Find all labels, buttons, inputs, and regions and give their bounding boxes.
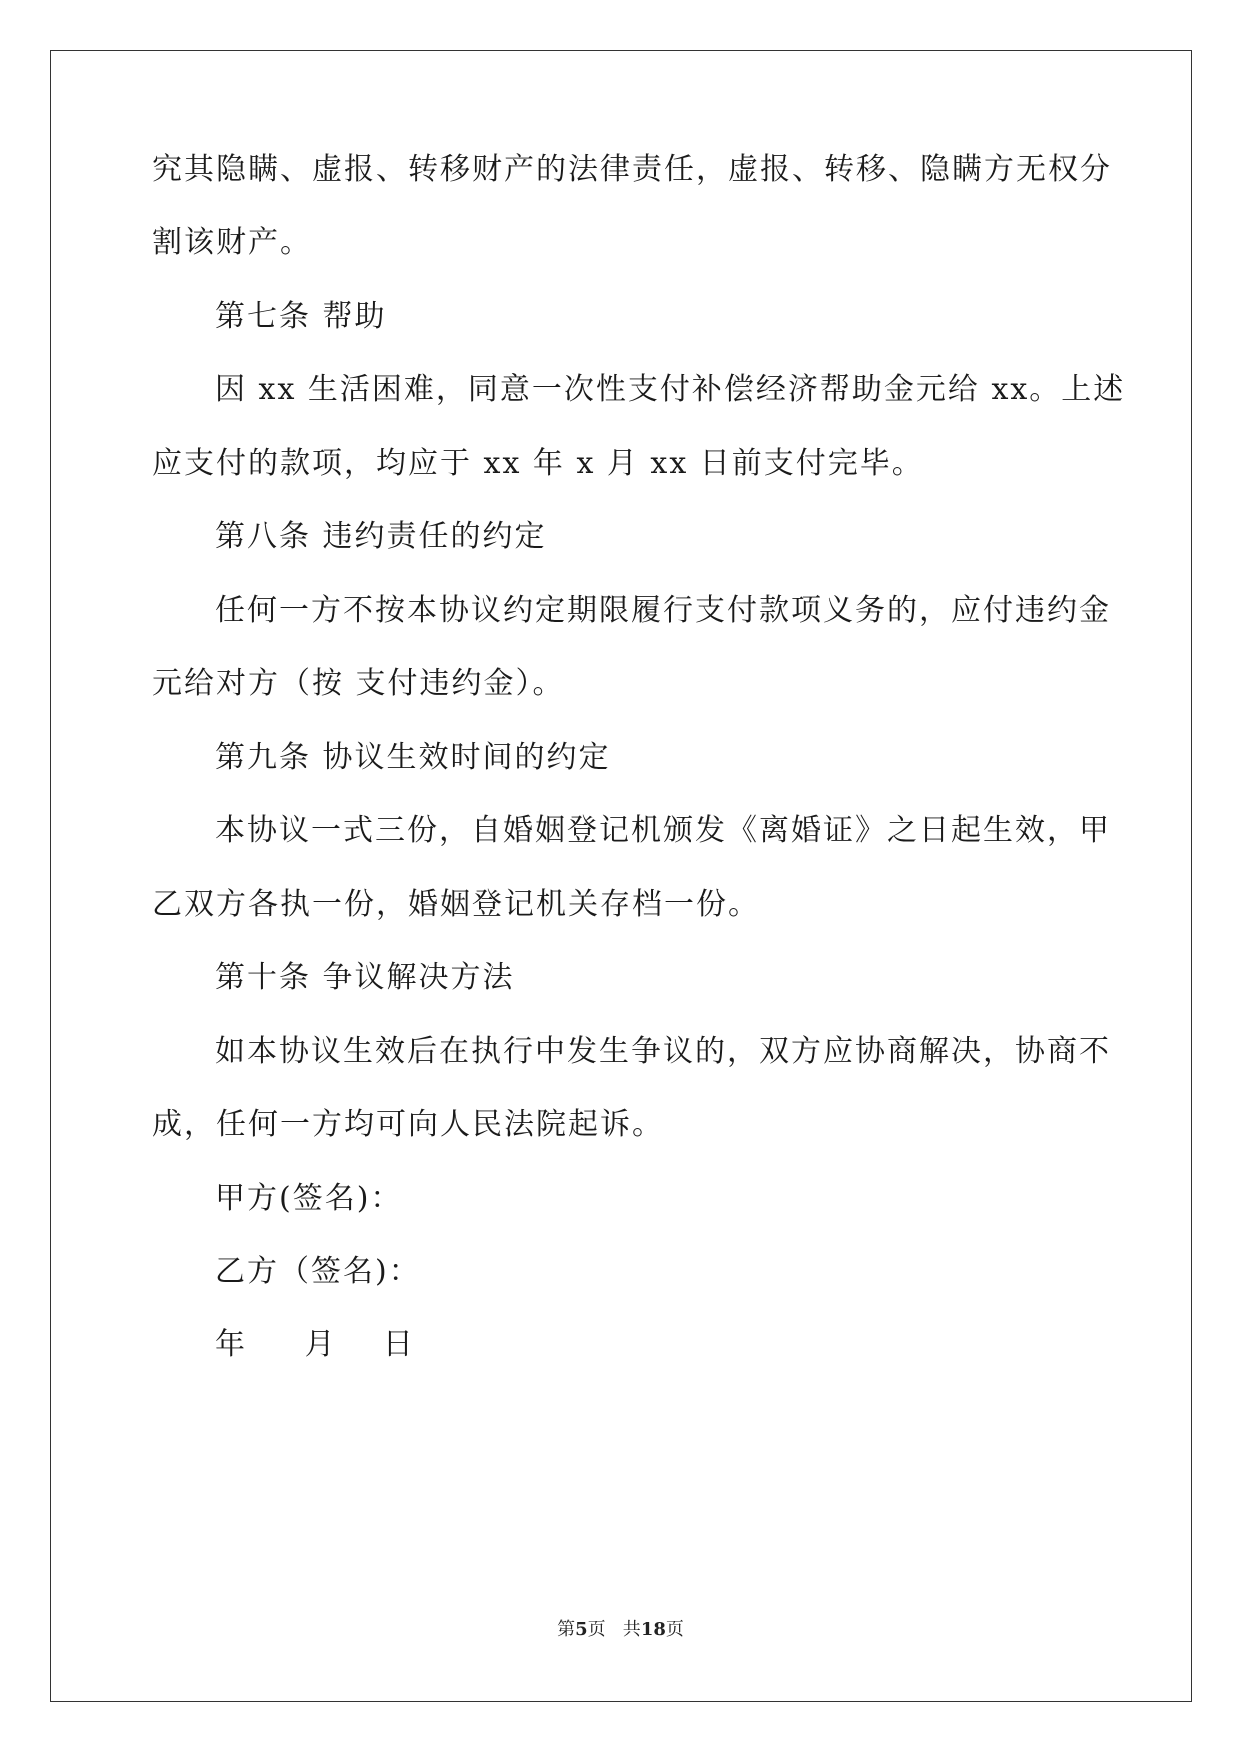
- paragraph-line: 成，任何一方均可向人民法院起诉。: [152, 1107, 664, 1142]
- section-heading: 第九条 协议生效时间的约定: [215, 740, 611, 775]
- paragraph-line: 究其隐瞒、虚报、转移财产的法律责任，虚报、转移、隐瞒方无权分: [152, 152, 1112, 187]
- footer-middle: 页 共: [587, 1619, 641, 1640]
- date-line: 年 月 日: [215, 1327, 415, 1362]
- paragraph-line: 任何一方不按本协议约定期限履行支付款项义务的，应付违约金: [215, 593, 1111, 628]
- paragraph-line: 割该财产。: [152, 225, 312, 260]
- paragraph-line: 元给对方（按 支付违约金）。: [152, 666, 565, 701]
- paragraph-line: 应支付的款项，均应于 xx 年 x 月 xx 日前支付完毕。: [152, 446, 924, 481]
- paragraph-line: 因 xx 生活困难，同意一次性支付补偿经济帮助金元给 xx。上述: [215, 372, 1126, 407]
- section-heading: 第七条 帮助: [215, 299, 387, 334]
- current-page-number: 5: [575, 1619, 588, 1640]
- section-heading: 第八条 违约责任的约定: [215, 519, 547, 554]
- party-b-signature-line: 乙方（签名)：: [215, 1254, 421, 1289]
- section-heading: 第十条 争议解决方法: [215, 960, 515, 995]
- party-a-signature-line: 甲方(签名)：: [215, 1181, 403, 1216]
- total-page-count: 18: [640, 1619, 666, 1640]
- paragraph-line: 乙双方各执一份，婚姻登记机关存档一份。: [152, 887, 760, 922]
- paragraph-line: 如本协议生效后在执行中发生争议的，双方应协商解决，协商不: [215, 1034, 1111, 1069]
- paragraph-line: 本协议一式三份，自婚姻登记机颁发《离婚证》之日起生效，甲: [215, 813, 1111, 848]
- footer-prefix: 第: [557, 1619, 576, 1640]
- footer-suffix: 页: [665, 1619, 684, 1640]
- page-footer: [0, 1618, 1241, 1642]
